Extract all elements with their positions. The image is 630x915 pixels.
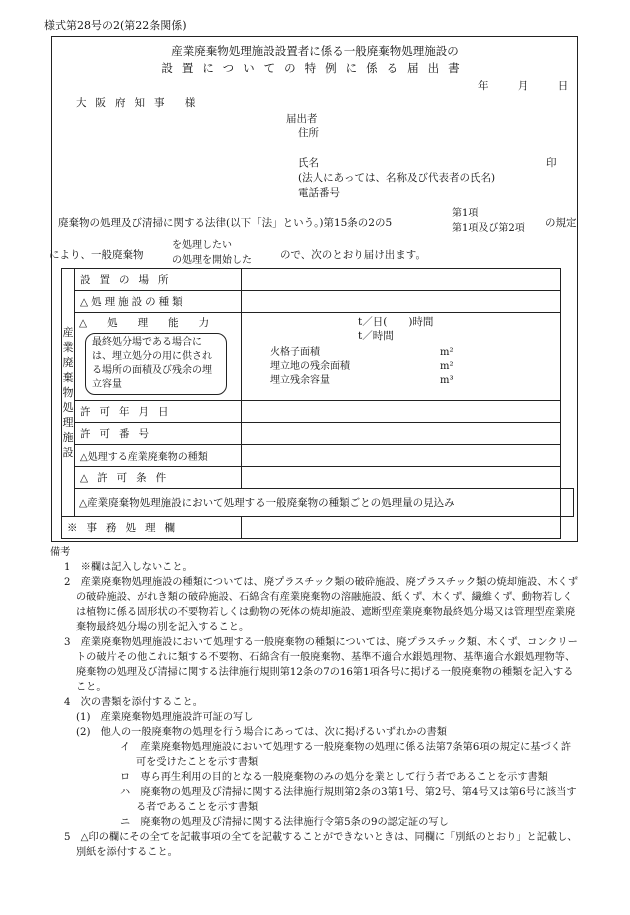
row-location-label: 設置の場所 — [75, 269, 242, 291]
note-5: 5 △印の欄にその全てを記載事項の全てを記載することができないときは、同欄に「別紙のとおり」と記載し、別紙を添付すること。 — [64, 832, 578, 858]
law-option-1: 第1項 — [452, 208, 479, 219]
row-permit-conditions-label: △許可条件 — [75, 467, 242, 489]
row-capacity-label: △処理能力 最終処分場である場合には、埋立処分の用に供される場所の面積及び残余の埋立容量 — [75, 313, 242, 401]
row-general-waste-value[interactable] — [560, 489, 573, 517]
applicant-label: 届出者 — [286, 113, 318, 125]
form-number: 様式第28号の2(第22条関係) — [44, 19, 187, 32]
corp-note: (法人にあっては、名称及び代表者の氏名) — [298, 172, 496, 184]
law-option-3: を処理したい — [172, 240, 232, 251]
row-permit-conditions-value[interactable] — [242, 467, 561, 489]
row-general-waste-label: △産業廃棄物処理施設において処理する一般廃棄物の種類ごとの処理量の見込み — [75, 489, 561, 517]
law-suffix: の規定 — [545, 217, 577, 229]
addressee — [76, 95, 195, 110]
row-permit-number-label: 許可番号 — [75, 423, 242, 445]
row-office-use-value — [242, 517, 561, 539]
note-4-2-i: イ 産業廃棄物処理施設において処理する一般廃棄物の処理に係る法第7条第6項の規定に基づく許可を受けたことを示す書類 — [120, 742, 572, 768]
row-permit-number-value[interactable] — [242, 423, 561, 445]
capacity-note: 最終処分場である場合には、埋立処分の用に供される場所の面積及び残余の埋立容量 — [85, 333, 227, 395]
row-facility-type-value[interactable] — [242, 291, 561, 313]
date-fields — [478, 78, 568, 93]
applicant-address-label: 住所 — [298, 127, 319, 139]
note-2: 2 産業廃棄物処理施設の種類については、廃プラスチック類の破砕施設、廃プラスチック類の焼却施設、木くずの破砕施設、がれき類の破砕施設、石綿含有産業廃棄物の溶融施設、紙くず、木くず、繊維くず、動物若しくは植物に係る固形状の不要物若しくは動物の死体の焼却施設、遮断型産業廃棄物最終処分場又は管理型産業廃棄物最終処分場の別を記入すること。 — [64, 577, 579, 633]
note-4-2: (2) 他人の一般廃棄物の処理を行う場合にあっては、次に掲げるいずれかの書類 — [76, 727, 447, 738]
date-month: 月 — [517, 80, 529, 92]
date-year: 年 — [478, 80, 489, 92]
note-4-2-ha: ハ 廃棄物の処理及び清掃に関する法律施行規則第2条の3第1号、第2号、第4号又は第6号に該当する者であることを示す書類 — [120, 787, 577, 813]
applicant-name-label: 氏名 — [298, 157, 319, 169]
row-permit-date-label: 許可年月日 — [75, 401, 242, 423]
note-4: 4 次の書類を添付すること。 — [64, 697, 203, 708]
law-line2-suffix: ので、次のとおり届け出ます。 — [280, 249, 426, 261]
law-line2-prefix: により、一般廃棄物 — [49, 249, 144, 261]
note-1: 1 ※欄は記入しないこと。 — [64, 562, 193, 573]
row-waste-type-label: △処理する産業廃棄物の種類 — [75, 445, 242, 467]
row-facility-type-label: △処理施設の種類 — [75, 291, 242, 313]
row-waste-type-value[interactable] — [242, 445, 561, 467]
applicant-phone-label: 電話番号 — [298, 187, 340, 199]
title-line2: 設置についての特例に係る届出書 — [161, 61, 469, 75]
facility-table — [61, 268, 574, 539]
law-option-4: の処理を開始した — [172, 255, 252, 266]
date-day: 日 — [557, 80, 569, 92]
row-office-use-label: ※事務処理欄 — [62, 517, 242, 539]
note-4-2-ni: ニ 廃棄物の処理及び清掃に関する法律施行令第5条の9の認定証の写し — [120, 817, 449, 828]
notes-section — [50, 545, 580, 860]
row-permit-date-value[interactable] — [242, 401, 561, 423]
note-4-2-ro: ロ 専ら再生利用の目的となる一般廃棄物のみの処分を業として行う者であることを示す書類 — [120, 772, 548, 783]
notes-heading: 備考 — [50, 547, 71, 558]
addressee-name: 大阪府知事 — [76, 97, 174, 109]
note-3: 3 産業廃棄物処理施設において処理する一般廃棄物の種類については、廃プラスチック類、木くず、コンクリートの破片その他これに類する不要物、石綿含有一般廃棄物、基準不適合水銀処理物、基準適合水銀処理物等、廃棄物の処理及び清掃に関する法律施行規則第12条の7の16第1項各号に掲げる一般廃棄物の種類を記入すること。 — [64, 637, 578, 693]
title-line1: 産業廃棄物処理施設設置者に係る一般廃棄物処理施設の — [171, 44, 459, 58]
note-4-1: (1) 産業廃棄物処理施設許可証の写し — [76, 712, 254, 723]
row-capacity-value[interactable]: t／日( )時間 t／時間 火格子面積 m² 埋立地の残余面積 m² 埋立残余容量 m³ — [242, 313, 561, 401]
addressee-honorific: 様 — [184, 97, 196, 109]
law-prefix: 廃棄物の処理及び清掃に関する法律(以下「法」という。)第15条の2の5 — [58, 217, 393, 229]
seal-mark: 印 — [546, 157, 557, 169]
group-label-industrial-facility: 産 業 廃 棄 物 処 理 施 設 — [62, 269, 75, 517]
law-option-2: 第1項及び第2項 — [452, 223, 525, 234]
row-location-value[interactable] — [242, 269, 561, 291]
